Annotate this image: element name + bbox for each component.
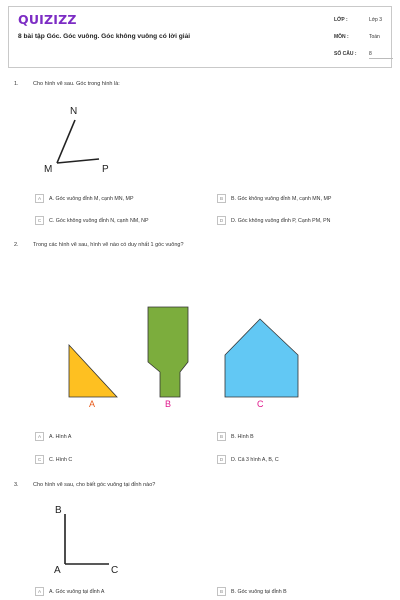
quizizz-logo: QUIZIZZ (18, 12, 77, 27)
blue-house (225, 319, 298, 397)
q1-option-c[interactable] (35, 216, 149, 225)
question-1-text: Cho hình vẽ sau. Góc trong hình là: (33, 81, 120, 87)
option-text: B. Hình B (231, 433, 254, 440)
option-text: A. Góc vuông tại đỉnh A (49, 588, 105, 595)
q2-option-b[interactable] (217, 432, 254, 441)
shape-label-b: B (165, 399, 172, 409)
q1-option-b[interactable] (217, 194, 331, 203)
class-value: Lớp 3 (369, 17, 383, 23)
shape-label-a: A (89, 399, 96, 409)
count-label: SỐ CÂU : (334, 51, 357, 57)
q1-option-a[interactable] (35, 194, 134, 203)
option-letter-box: A (35, 432, 44, 441)
worksheet-header (8, 6, 392, 68)
subject-label: MÔN : (334, 34, 349, 40)
segment-mn (57, 120, 75, 163)
option-letter-box: D (217, 455, 226, 464)
option-letter-box: C (35, 216, 44, 225)
q3-option-b[interactable] (217, 587, 287, 596)
option-text: D. Góc không vuông đỉnh P, Cạnh PM, PN (231, 217, 331, 224)
subject-value: Toán (369, 34, 380, 40)
q3-option-a[interactable] (35, 587, 104, 596)
vertex-label-m: M (44, 164, 53, 175)
count-value: 8 (369, 51, 393, 59)
option-letter-box: A (35, 587, 44, 596)
q2-option-a[interactable] (35, 432, 71, 441)
q1-option-d[interactable] (217, 216, 330, 225)
vertex-label-n: N (70, 106, 78, 117)
shape-b-bottle (140, 300, 200, 400)
option-letter-box: B (217, 194, 226, 203)
class-label: LỚP : (334, 17, 348, 23)
worksheet-title: 8 bài tập Góc. Góc vuông. Góc không vuông có lời giải (18, 33, 191, 40)
yellow-triangle (69, 345, 117, 397)
vertex-label-c: C (111, 565, 119, 576)
option-letter-box: D (217, 216, 226, 225)
question-1-number: 1. (14, 81, 19, 87)
question-3-text: Cho hình vẽ sau, cho biết góc vuông tại đỉnh nào? (33, 482, 156, 488)
option-text: B. Góc không vuông đỉnh M, cạnh MN, MP (231, 195, 332, 202)
shape-a-triangle (60, 300, 130, 400)
vertex-label-a: A (54, 565, 61, 576)
option-letter-box: C (35, 455, 44, 464)
shape-label-c: C (257, 399, 264, 409)
option-text: B. Góc vuông tại đỉnh B (231, 588, 287, 595)
q2-option-c[interactable] (35, 455, 72, 464)
angle-mnp-figure (35, 100, 125, 180)
option-text: A. Hình A (49, 433, 72, 440)
segment-mp (57, 159, 99, 163)
vertex-label-p: P (102, 164, 109, 175)
option-text: D. Cả 3 hình A, B, C (231, 456, 279, 463)
shape-c-house (220, 312, 304, 400)
vertex-label-b: B (55, 505, 62, 516)
angle-bac-figure (45, 498, 135, 578)
green-bottle (148, 307, 188, 397)
question-3-number: 3. (14, 482, 19, 488)
question-2-text: Trong các hình vẽ sau, hình vẽ nào có duy nhất 1 góc vuông? (33, 242, 184, 248)
option-letter-box: B (217, 432, 226, 441)
question-2-number: 2. (14, 242, 19, 248)
option-letter-box: A (35, 194, 44, 203)
option-letter-box: B (217, 587, 226, 596)
option-text: C. Hình C (49, 456, 73, 463)
option-text: C. Góc không vuông đỉnh N, cạnh NM, NP (49, 217, 149, 224)
option-text: A. Góc vuông đỉnh M, cạnh MN, MP (49, 195, 134, 202)
q2-option-d[interactable] (217, 455, 279, 464)
